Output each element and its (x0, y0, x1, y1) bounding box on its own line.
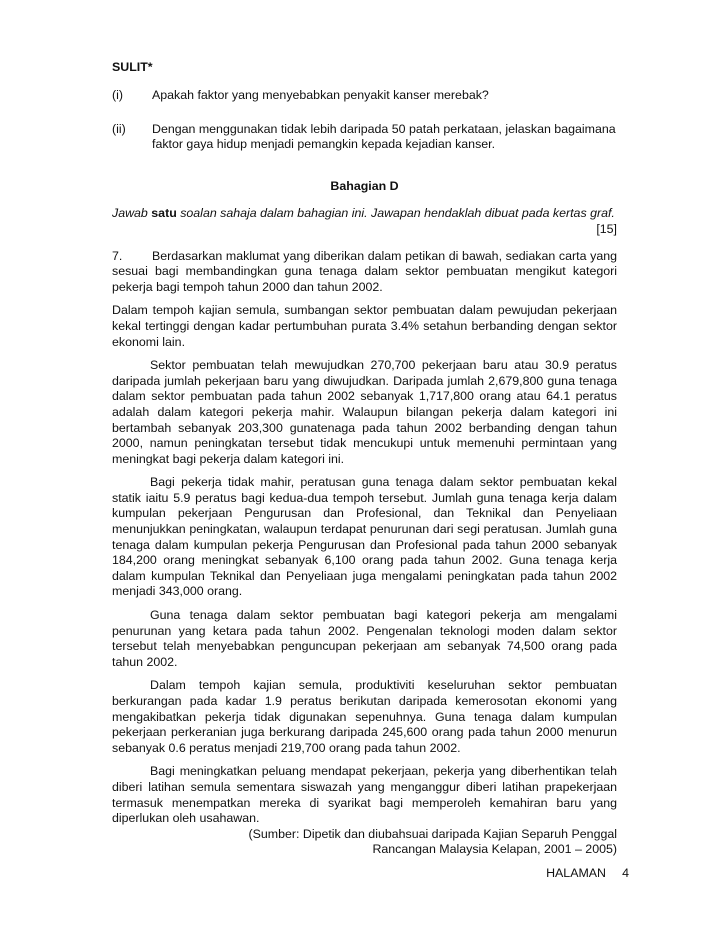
marks-label: [15] (596, 221, 617, 236)
source-line-1: (Sumber: Dipetik dan diubahsuai daripada Kajian Separuh Penggal (248, 826, 617, 841)
question-text: Dengan menggunakan tidak lebih daripada 50 patah perkataan, jelaskan bagaimana faktor gaya hidup menjadi pemangkin kepada kejadian kanser. (152, 121, 616, 152)
source-line-2: Rancangan Malaysia Kelapan, 2001 – 2005) (372, 842, 617, 857)
question-ii (112, 122, 617, 153)
passage-paragraph: Dalam tempoh kajian semula, sumbangan sektor pembuatan dalam pewujudan pekerjaan kekal tertinggi dengan kadar pertumbuhan purata 3.4% setahun berbanding dengan sektor ekonomi lain. (112, 303, 617, 349)
passage-paragraph: Dalam tempoh kajian semula, produktiviti keseluruhan sektor pembuatan berkurangan pada kadar 1.9 peratus berikutan daripada kemerosotan ekonomi yang mengakibatkan pekerja tidak digunakan sepenuhnya. Guna tenaga dalam kumpulan pekerjaan perkeranian juga berkurang daripada 245,600 orang pada tahun 2000 menurun sebanyak 0.6 peratus menjadi 219,700 orang pada tahun 2002. (112, 678, 617, 755)
question-i (112, 88, 617, 104)
question-number: (ii) (112, 121, 126, 136)
section-title: Bahagian D (330, 178, 399, 193)
passage-paragraph: Bagi meningkatkan peluang mendapat pekerjaan, pekerja yang diberhentikan telah diberi latihan semula sementara siswazah yang menganggur diberi latihan prapekerjaan termasuk menempatkan mereka di syarikat bagi memperoleh kemahiran baru yang diperlukan oleh usahawan. (112, 764, 617, 826)
question-number: (i) (112, 88, 124, 102)
question-7-number: 7. (112, 248, 123, 263)
passage-paragraph: Sektor pembuatan telah mewujudkan 270,700 pekerjaan baru atau 30.9 peratus daripada jumlah pekerjaan baru yang diwujudkan. Daripada jumlah 2,679,800 guna tenaga dalam sektor pembuatan pada tahun 2002 sebanyak 1,717,800 orang atau 64.1 peratus adalah dalam kategori pekerja mahir. Walaupun bilangan pekerja dalam kategori ini bertambah sebanyak 203,300 gunatenaga pada tahun 2002 berbanding dengan tahun 2000, namun peningkatan tersebut tidak mencukupi untuk memenuhi permintaan yang meningkat bagi pekerja dalam kategori ini. (112, 358, 617, 466)
passage-paragraph: Bagi pekerja tidak mahir, peratusan guna tenaga dalam sektor pembuatan kekal statik iaitu 5.9 peratus bagi kedua-dua tempoh tersebut. Jumlah guna tenaga kerja dalam kumpulan pekerjaan Pengurusan dan Profesional, dan Teknikal dan Penyeliaan menunjukkan peningkatan, walaupun terdapat penurunan dari segi peratusan. Jumlah guna tenaga dalam kumpulan pekerja Pengurusan dan Profesional pada tahun 2000 sebanyak 184,200 orang meningkat sebanyak 6,100 orang pada tahun 2002. Guna tenaga kerja dalam kumpulan Teknikal dan Penyeliaan juga mengalami peningkatan pada tahun 2002 menjadi 343,000 orang. (112, 475, 617, 599)
page-number: 4 (622, 866, 629, 880)
question-7 (112, 249, 617, 296)
question-7-text: Berdasarkan maklumat yang diberikan dalam petikan di bawah, sediakan carta yang sesuai bagi membandingkan guna tenaga dalam sektor pembuatan mengikut kategori pekerja bagi tempoh tahun 2000 dan tahun 2002. (112, 248, 617, 294)
instruction-bold: satu (151, 206, 177, 221)
section-instruction (112, 206, 617, 222)
question-text: Apakah faktor yang menyebabkan penyakit kanser merebak? (152, 88, 489, 102)
instruction-rest: soalan sahaja dalam bahagian ini. Jawapan hendaklah dibuat pada kertas graf. (176, 206, 615, 221)
passage-paragraph: Guna tenaga dalam sektor pembuatan bagi kategori pekerja am mengalami penurunan yang ketara pada tahun 2002. Pengenalan teknologi moden dalam sektor tersebut telah menyebabkan penguncupan pekerjaan am sebanyak 74,500 orang pada tahun 2002. (112, 608, 617, 669)
instruction-prefix: Jawab (112, 206, 148, 221)
document-page (112, 60, 617, 858)
source-citation (112, 827, 617, 858)
footer-label: HALAMAN (546, 866, 606, 880)
classification-header: SULIT* (112, 60, 153, 74)
